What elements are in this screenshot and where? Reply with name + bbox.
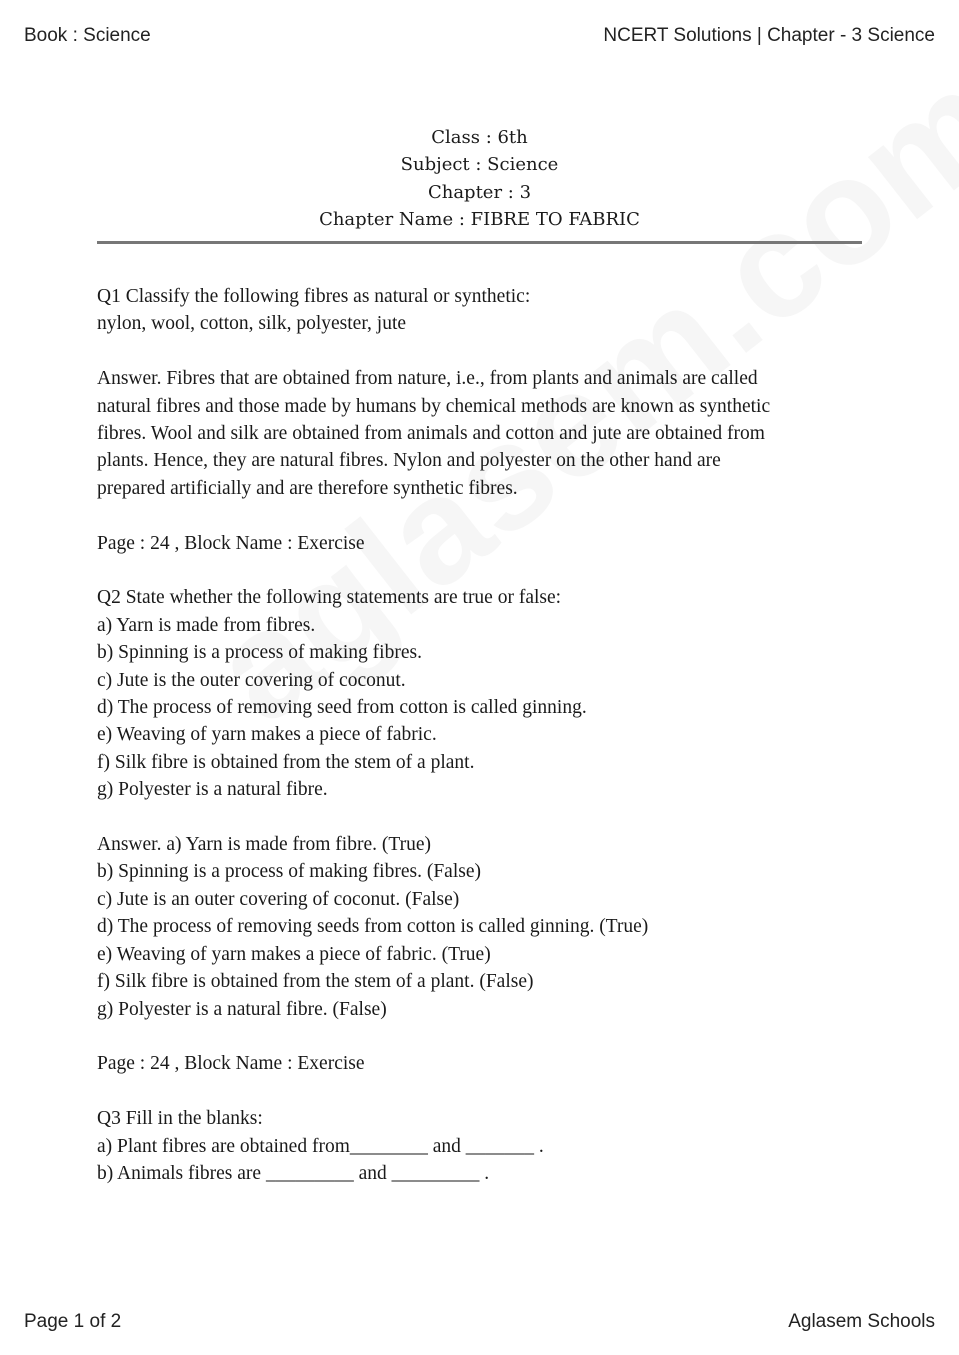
header-book: Book : Science bbox=[24, 25, 151, 46]
text-line: c) Jute is an outer covering of coconut. (False) bbox=[97, 888, 460, 910]
paragraph bbox=[97, 283, 877, 338]
header-chapter: NCERT Solutions | Chapter - 3 Science bbox=[603, 25, 935, 46]
text-line: Answer. a) Yarn is made from fibre. (True) bbox=[97, 834, 431, 856]
text-line: g) Polyester is a natural fibre. bbox=[97, 779, 328, 801]
text-line: nylon, wool, cotton, silk, polyester, jute bbox=[97, 313, 407, 335]
text-line: Answer. Fibres that are obtained from nature, i.e., from plants and animals are called bbox=[97, 368, 758, 390]
text-line: Q3 Fill in the blanks: bbox=[97, 1108, 263, 1130]
class-label: Class : 6th bbox=[431, 127, 528, 148]
text-line: a) Yarn is made from fibres. bbox=[97, 614, 316, 636]
footer-brand: Aglasem Schools bbox=[788, 1311, 935, 1332]
chapter-name: Chapter Name : FIBRE TO FABRIC bbox=[319, 209, 640, 231]
subject-label: Subject : Science bbox=[400, 154, 559, 176]
paragraph bbox=[97, 584, 877, 803]
text-line: fibres. Wool and silk are obtained from animals and cotton and jute are obtained from bbox=[97, 423, 765, 445]
divider bbox=[97, 241, 862, 244]
text-line: b) Animals fibres are _________ and _________ . bbox=[97, 1162, 490, 1184]
paragraph bbox=[97, 1105, 877, 1187]
paragraph bbox=[97, 530, 877, 557]
text-line: d) The process of removing seed from cotton is called ginning. bbox=[97, 697, 587, 719]
text-line: b) Spinning is a process of making fibres. (False) bbox=[97, 861, 481, 883]
title-block bbox=[0, 124, 959, 234]
text-line: Q2 State whether the following statements are true or false: bbox=[97, 587, 562, 609]
page-number: Page 1 of 2 bbox=[24, 1311, 122, 1332]
text-line: Page : 24 , Block Name : Exercise bbox=[97, 1053, 365, 1075]
paragraph bbox=[97, 1050, 877, 1077]
text-line: e) Weaving of yarn makes a piece of fabric. (True) bbox=[97, 943, 491, 965]
text-line: b) Spinning is a process of making fibres. bbox=[97, 642, 422, 664]
text-line: f) Silk fibre is obtained from the stem of a plant. (False) bbox=[97, 971, 534, 993]
text-line: e) Weaving of yarn makes a piece of fabric. bbox=[97, 724, 437, 746]
text-line: f) Silk fibre is obtained from the stem of a plant. bbox=[97, 751, 475, 773]
chapter-label: Chapter : 3 bbox=[427, 181, 532, 203]
text-line: d) The process of removing seeds from cotton is called ginning. (True) bbox=[97, 916, 649, 938]
text-line: g) Polyester is a natural fibre. (False) bbox=[97, 998, 387, 1020]
text-line: Q1 Classify the following fibres as natural or synthetic: bbox=[97, 286, 531, 307]
text-line: a) Plant fibres are obtained from________ and _______ . bbox=[97, 1135, 544, 1157]
text-line: plants. Hence, they are natural fibres. Nylon and polyester on the other hand are bbox=[97, 450, 721, 472]
text-line: prepared artificially and are therefore synthetic fibres. bbox=[97, 477, 518, 499]
document-body bbox=[97, 283, 877, 1215]
paragraph bbox=[97, 831, 877, 1023]
paragraph bbox=[97, 365, 877, 502]
text-line: c) Jute is the outer covering of coconut. bbox=[97, 669, 406, 691]
text-line: Page : 24 , Block Name : Exercise bbox=[97, 532, 365, 554]
text-line: natural fibres and those made by humans by chemical methods are known as synthetic bbox=[97, 395, 771, 417]
